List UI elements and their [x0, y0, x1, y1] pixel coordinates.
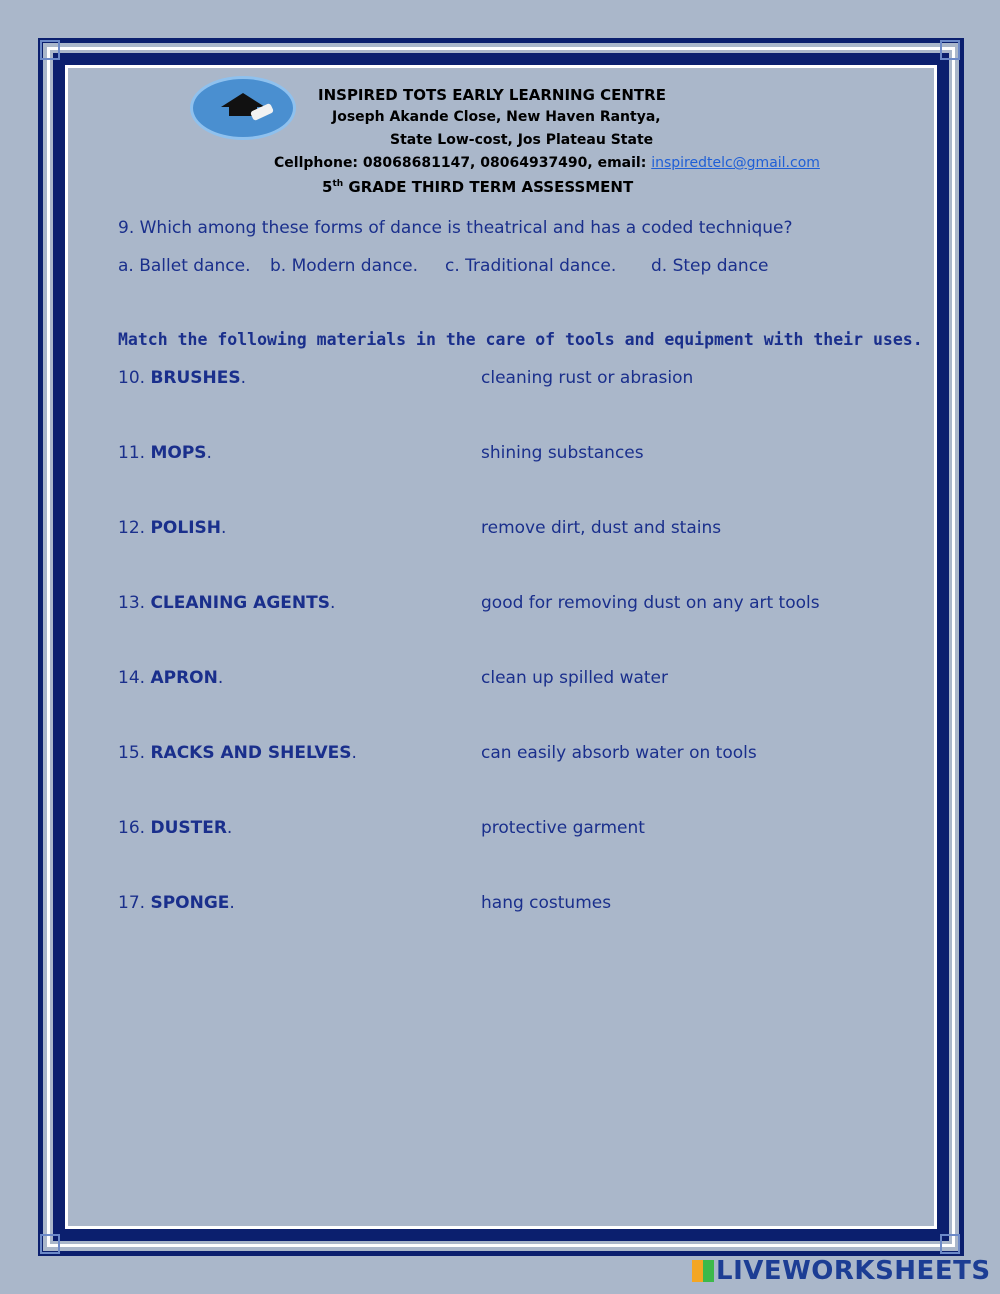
grade-suffix: th: [332, 179, 344, 189]
match-use[interactable]: protective garment: [481, 818, 645, 838]
page-content-area: [65, 65, 937, 1229]
match-item: 14. APRON.: [118, 668, 224, 688]
item-number: 16.: [118, 818, 151, 838]
match-instruction: Match the following materials in the care of tools and equipment with their uses.: [118, 330, 923, 349]
match-item: 12. POLISH.: [118, 518, 227, 538]
match-use[interactable]: cleaning rust or abrasion: [481, 368, 694, 388]
match-use[interactable]: clean up spilled water: [481, 668, 668, 688]
address-line-2: State Low-cost, Jos Plateau State: [390, 132, 654, 148]
match-item: 13. CLEANING AGENTS.: [118, 593, 336, 613]
graduation-cap-icon: [221, 93, 265, 107]
item-number: 13.: [118, 593, 151, 613]
item-term[interactable]: RACKS AND SHELVES: [150, 743, 352, 763]
match-use[interactable]: remove dirt, dust and stains: [481, 518, 722, 538]
liveworksheets-watermark: [692, 1256, 991, 1286]
corner-ornament: [40, 40, 60, 60]
item-term[interactable]: MOPS: [150, 443, 207, 463]
item-term[interactable]: SPONGE: [150, 893, 230, 913]
contact-line: [274, 155, 1000, 171]
item-number: 10.: [118, 368, 151, 388]
match-use[interactable]: can easily absorb water on tools: [481, 743, 757, 763]
grade-number: 5: [322, 178, 333, 196]
match-use[interactable]: hang costumes: [481, 893, 612, 913]
watermark-text: LIVEWORKSHEETS: [716, 1256, 991, 1286]
corner-ornament: [940, 1234, 960, 1254]
option-c[interactable]: c. Traditional dance.: [445, 256, 617, 276]
item-term[interactable]: CLEANING AGENTS: [150, 593, 330, 613]
option-b[interactable]: b. Modern dance.: [270, 256, 418, 276]
assessment-title: [322, 178, 1000, 196]
school-logo: [190, 76, 296, 140]
item-number: 15.: [118, 743, 151, 763]
match-item: 17. SPONGE.: [118, 893, 235, 913]
match-item: 16. DUSTER.: [118, 818, 233, 838]
match-use[interactable]: good for removing dust on any art tools: [481, 593, 820, 613]
match-item: 11. MOPS.: [118, 443, 212, 463]
item-term[interactable]: POLISH: [150, 518, 221, 538]
address-line-1: Joseph Akande Close, New Haven Rantya,: [332, 109, 661, 125]
email-link[interactable]: inspiredtelc@gmail.com: [651, 155, 820, 171]
item-term[interactable]: APRON: [150, 668, 218, 688]
option-d[interactable]: d. Step dance: [651, 256, 769, 276]
match-item: 10. BRUSHES.: [118, 368, 247, 388]
corner-ornament: [40, 1234, 60, 1254]
liveworksheets-logo-icon: [692, 1260, 714, 1282]
contact-text: Cellphone: 08068681147, 08064937490, email:: [274, 155, 652, 171]
item-number: 14.: [118, 668, 151, 688]
item-number: 12.: [118, 518, 151, 538]
question-9: 9. Which among these forms of dance is theatrical and has a coded technique?: [118, 218, 793, 238]
title-text: GRADE THIRD TERM ASSESSMENT: [343, 178, 634, 196]
school-name: INSPIRED TOTS EARLY LEARNING CENTRE: [318, 86, 666, 104]
item-number: 17.: [118, 893, 151, 913]
corner-ornament: [940, 40, 960, 60]
item-term[interactable]: DUSTER: [150, 818, 227, 838]
match-item: 15. RACKS AND SHELVES.: [118, 743, 357, 763]
item-number: 11.: [118, 443, 151, 463]
option-a[interactable]: a. Ballet dance.: [118, 256, 251, 276]
match-use[interactable]: shining substances: [481, 443, 644, 463]
item-term[interactable]: BRUSHES: [150, 368, 241, 388]
